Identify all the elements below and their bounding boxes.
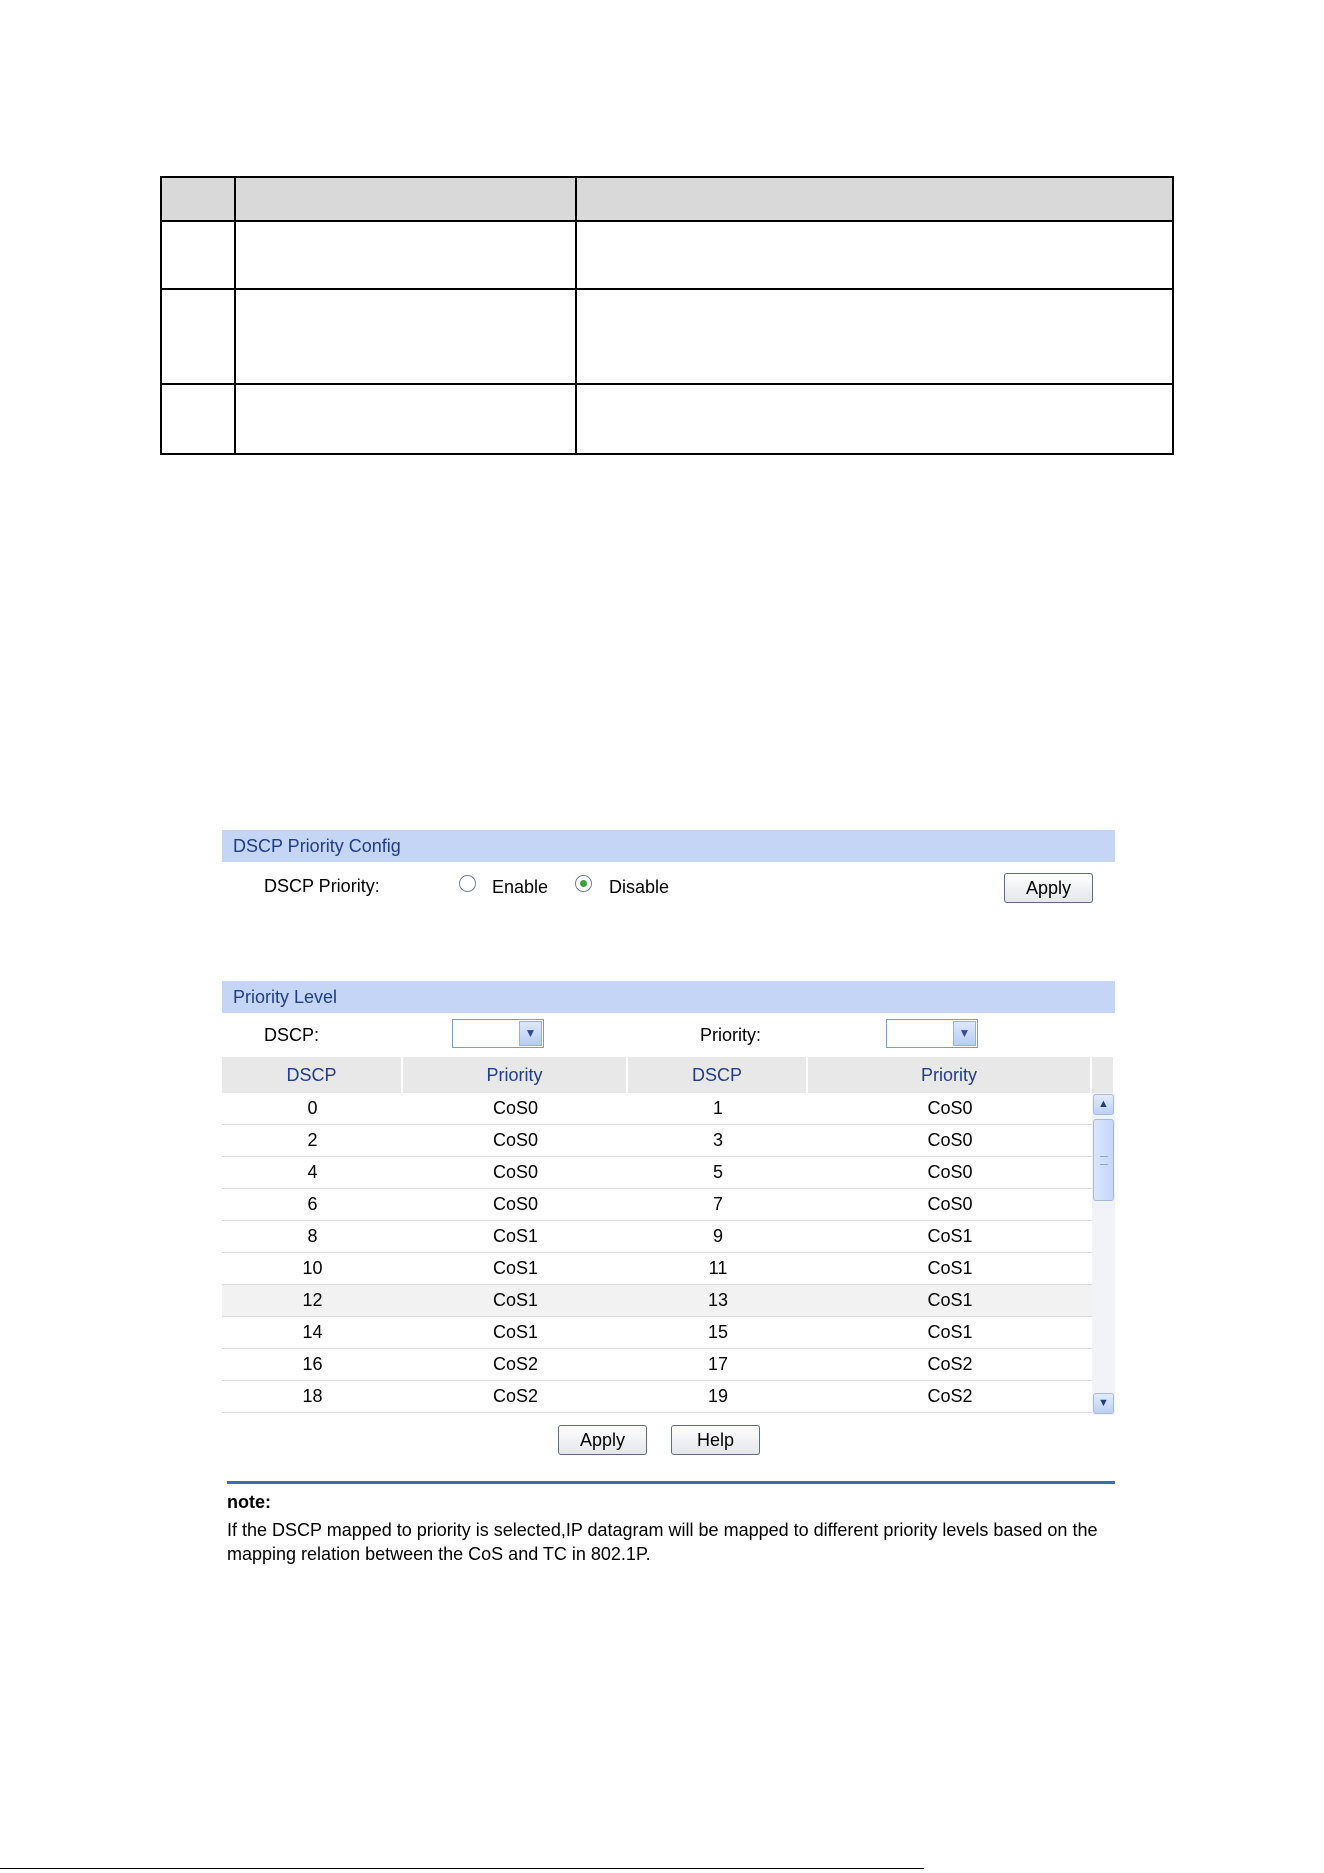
scrollbar[interactable] — [1092, 1093, 1115, 1415]
filter-row — [222, 1013, 1115, 1057]
dscp-cell: 3 — [712, 1130, 723, 1150]
table-row[interactable] — [222, 1349, 1092, 1381]
table-header — [222, 1057, 1115, 1093]
dscp-cell: 19 — [707, 1386, 729, 1406]
table-row[interactable] — [222, 1381, 1092, 1413]
table-actions — [222, 1415, 1115, 1481]
priority-cell: CoS2 — [927, 1386, 973, 1406]
dscp-cell: 2 — [307, 1130, 318, 1150]
column-header-priority: Priority — [403, 1057, 628, 1093]
table-row[interactable] — [222, 1253, 1092, 1285]
table-row[interactable] — [222, 1189, 1092, 1221]
priority-cell: CoS1 — [927, 1290, 973, 1310]
table-row[interactable] — [222, 1221, 1092, 1253]
footer-divider — [0, 1868, 924, 1869]
dscp-cell: 16 — [302, 1354, 323, 1374]
enable-radio[interactable] — [459, 875, 476, 892]
priority-cell: CoS0 — [927, 1162, 973, 1182]
table-rows — [222, 1093, 1092, 1413]
enable-label[interactable]: Enable — [492, 877, 549, 897]
priority-cell: CoS0 — [492, 1130, 539, 1150]
document-table — [160, 176, 1174, 455]
dscp-cell: 18 — [302, 1386, 323, 1406]
dscp-cell: 15 — [707, 1322, 729, 1342]
priority-cell: CoS1 — [492, 1258, 539, 1278]
dscp-cell: 9 — [712, 1226, 723, 1246]
dscp-priority-config-header: DSCP Priority Config — [222, 830, 1115, 862]
dscp-filter-label: DSCP: — [264, 1025, 320, 1045]
dscp-cell: 17 — [707, 1354, 729, 1374]
dscp-cell: 1 — [712, 1098, 723, 1118]
dscp-cell: 14 — [302, 1322, 323, 1342]
scroll-thumb[interactable] — [1093, 1119, 1114, 1201]
priority-cell: CoS1 — [927, 1322, 973, 1342]
help-button[interactable]: Help — [671, 1425, 760, 1455]
column-header-priority: Priority — [808, 1057, 1092, 1093]
apply-button[interactable]: Apply — [558, 1425, 647, 1455]
chevron-down-icon[interactable]: ▼ — [953, 1021, 976, 1046]
chevron-down-icon[interactable]: ▼ — [519, 1021, 542, 1046]
priority-cell: CoS0 — [927, 1098, 973, 1118]
note-text: If the DSCP mapped to priority is selected,IP datagram will be mapped to different priority levels based on the mapping relation between the CoS and TC in 802.1P. — [227, 1520, 1098, 1564]
dscp-cell: 8 — [307, 1226, 318, 1246]
divider — [227, 1481, 1115, 1484]
priority-cell: CoS1 — [492, 1226, 539, 1246]
dscp-priority-label: DSCP Priority: — [264, 876, 380, 896]
priority-cell: CoS0 — [927, 1130, 973, 1150]
priority-cell: CoS2 — [492, 1354, 539, 1374]
note-title: note: — [227, 1492, 271, 1512]
priority-cell: CoS1 — [492, 1322, 539, 1342]
table-row[interactable] — [222, 1317, 1092, 1349]
dscp-priority-row — [222, 862, 1115, 918]
row-divider — [162, 220, 1172, 222]
scroll-down-icon[interactable]: ▼ — [1093, 1393, 1114, 1414]
disable-radio[interactable] — [575, 875, 592, 892]
priority-cell: CoS0 — [492, 1098, 539, 1118]
dscp-priority-panel — [222, 830, 1115, 1566]
dscp-cell: 7 — [712, 1194, 723, 1214]
priority-cell: CoS0 — [492, 1162, 539, 1182]
table-row[interactable] — [222, 1125, 1092, 1157]
priority-level-header: Priority Level — [222, 981, 1115, 1013]
priority-cell: CoS2 — [927, 1354, 973, 1374]
row-divider — [162, 288, 1172, 290]
dscp-cell: 11 — [708, 1258, 728, 1278]
dscp-select[interactable] — [452, 1019, 544, 1048]
dscp-cell: 6 — [307, 1194, 318, 1214]
priority-filter-label: Priority: — [700, 1025, 762, 1045]
priority-cell: CoS1 — [927, 1258, 973, 1278]
priority-table — [222, 1093, 1115, 1415]
document-table-header — [162, 178, 1172, 222]
column-header-dscp: DSCP — [222, 1057, 403, 1093]
dscp-cell: 10 — [302, 1258, 323, 1278]
scroll-up-icon[interactable]: ▲ — [1093, 1094, 1114, 1115]
dscp-cell: 5 — [712, 1162, 723, 1182]
dscp-cell: 4 — [307, 1162, 318, 1182]
priority-cell: CoS1 — [927, 1226, 973, 1246]
dscp-cell: 13 — [707, 1290, 729, 1310]
priority-cell: CoS1 — [492, 1290, 539, 1310]
table-row[interactable] — [222, 1157, 1092, 1189]
column-header-dscp: DSCP — [628, 1057, 808, 1093]
priority-cell: CoS0 — [492, 1194, 539, 1214]
note-section — [222, 1481, 1115, 1566]
dscp-cell: 12 — [302, 1290, 323, 1310]
priority-cell: CoS2 — [492, 1386, 539, 1406]
disable-label[interactable]: Disable — [609, 877, 670, 897]
dscp-cell: 0 — [307, 1098, 318, 1118]
table-row[interactable] — [222, 1093, 1092, 1125]
row-divider — [162, 383, 1172, 385]
apply-config-button[interactable]: Apply — [1004, 873, 1093, 903]
priority-select[interactable] — [886, 1019, 978, 1048]
table-row[interactable] — [222, 1285, 1092, 1317]
priority-cell: CoS0 — [927, 1194, 973, 1214]
